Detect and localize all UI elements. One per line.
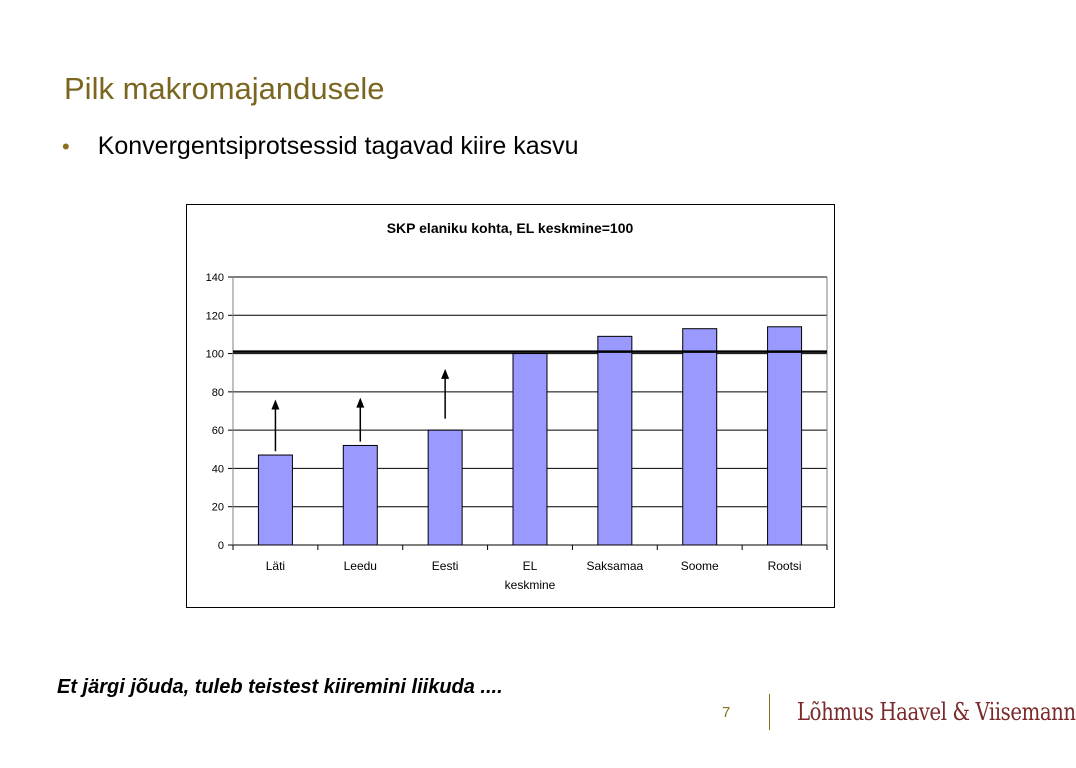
bar [343, 445, 377, 545]
chart-title: SKP elaniku kohta, EL keskmine=100 [386, 220, 634, 236]
bullet-item [62, 132, 579, 161]
bar-chart [187, 205, 834, 607]
bullet-text: Konvergentsiprotsessid tagavad kiire kasvu [97, 132, 579, 160]
x-tick-label: Leedu [343, 559, 377, 573]
chart-frame [186, 204, 835, 608]
footer-divider [769, 694, 770, 730]
y-tick-label: 20 [211, 501, 224, 514]
bar [768, 327, 802, 545]
y-tick-label: 120 [205, 310, 224, 323]
page-number: 7 [722, 704, 731, 721]
y-tick-label: 80 [211, 386, 224, 399]
x-tick-label: Eesti [431, 559, 459, 573]
bullet-dot: • [62, 134, 70, 159]
y-tick-label: 60 [211, 425, 224, 438]
y-tick-label: 140 [205, 272, 224, 284]
x-tick-label: Rootsi [767, 559, 802, 573]
bar [598, 336, 632, 545]
x-tick-label: EL [522, 559, 538, 573]
x-tick-label: Läti [265, 559, 286, 573]
bar [513, 354, 547, 545]
growth-arrow-head [271, 400, 279, 410]
x-tick-label: Soome [680, 559, 719, 573]
y-tick-label: 40 [211, 463, 224, 476]
brand-logo: Lõhmus Haavel & Viisemann [797, 698, 1076, 726]
y-tick-label: 0 [217, 540, 224, 552]
x-tick-label: keskmine [504, 578, 556, 592]
y-tick-label: 100 [205, 348, 224, 361]
bar [428, 430, 462, 545]
slide-title: Pilk makromajandusele [64, 71, 385, 106]
growth-arrow-head [356, 398, 364, 408]
growth-arrow-head [441, 369, 449, 379]
x-tick-label: Saksamaa [586, 559, 644, 573]
bar [258, 455, 292, 545]
footer-note: Et järgi jõuda, tuleb teistest kiiremini liikuda .... [57, 676, 503, 698]
bar [683, 329, 717, 545]
